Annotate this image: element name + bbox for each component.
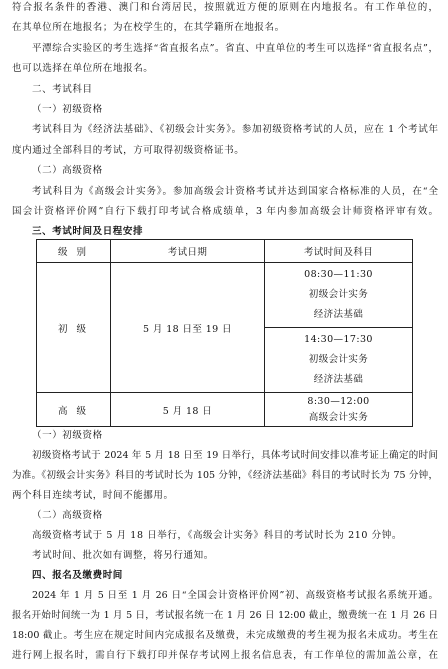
date-cell: 5 月 18 日 [111, 393, 265, 427]
intro-note-line: 平潭综合实验区的考生选择“省直报名点”。省直、中直单位的考生可以选择“省直报名点”， [32, 42, 438, 54]
session-subject: 经济法基础 [313, 374, 364, 385]
header-time-subjects: 考试时间及科目 [265, 240, 413, 263]
subjects-junior-line: 考试科目为《经济法基础》、《初级会计实务》。参加初级资格考试的人员，应在 1 个考试年 [32, 124, 438, 136]
session-cell [265, 393, 413, 427]
upper-text-block [12, 0, 438, 243]
session-time: 08:30—11:30 [304, 269, 373, 280]
table-row [37, 393, 413, 427]
subsection-heading-junior: （一）初级资格 [32, 103, 103, 115]
section-heading-schedule: 三、考试时间及日程安排 [32, 226, 144, 238]
subjects-senior-line: 考试科目为《高级会计实务》。参加高级会计资格考试并达到国家合格标准的人员，在“全 [32, 185, 438, 197]
header-date: 考试日期 [111, 240, 265, 263]
session-subject: 初级会计实务 [308, 289, 369, 300]
session-time: 14:30—17:30 [304, 334, 373, 345]
registration-line: 进行网上报名时，需自行下载打印并保存考试网上报名信息表，有工作单位的需加盖公章，在 [12, 650, 438, 661]
session-cell [265, 328, 413, 393]
header-level: 级 别 [37, 240, 111, 263]
subjects-junior-line: 度内通过全部科目的考试，方可取得初级资格证书。 [12, 144, 245, 156]
date-cell: 5 月 18 日至 19 日 [111, 263, 265, 393]
subjects-senior-line: 国会计资格评价网”自行下载打印考试合格成绩单，3 年内参加高级会计师资格评审有效。 [12, 205, 438, 217]
subsection-heading-senior: （二）高级资格 [32, 165, 103, 177]
schedule-senior-line: 高级资格考试于 5 月 18 日举行，《高级会计实务》科目的考试时长为 210 分钟。 [32, 530, 402, 541]
section-heading-registration: 四、报名及缴费时间 [32, 570, 123, 581]
schedule-junior-line: 为准。《初级会计实务》科目的考试时长为 105 分钟，《经济法基础》科目的考试时长为 75 分钟， [12, 470, 438, 481]
registration-line: 18:00 截止。考生应在规定时间内完成报名及缴费，未完成缴费的考生视为报名未成功。考生在 [12, 630, 438, 641]
session-subject: 经济法基础 [313, 309, 364, 320]
table-row [37, 263, 413, 328]
schedule-junior-line: 初级资格考试于 2024 年 5 月 18 日至 19 日举行，具体考试时间安排以准考证上确定的时间 [32, 450, 438, 461]
level-cell: 初 级 [37, 263, 111, 393]
session-cell [265, 263, 413, 328]
session-time: 8:30—12:00 [307, 395, 370, 407]
lower-text-block [12, 426, 438, 666]
intro-note-line: 也可以选择在单位所在地报名。 [12, 63, 154, 75]
section-heading-subjects: 二、考试科目 [32, 83, 93, 95]
table-header-row [37, 240, 413, 263]
session-subject: 高级会计实务 [308, 411, 369, 423]
schedule-junior-line: 两个科目连续考试，时间不能挪用。 [12, 490, 174, 501]
intro-line: 符合报名条件的香港、澳门和台湾居民，按照就近方便的原则在内地报名。有工作单位的， [12, 2, 438, 13]
schedule-note: 考试时间、批次如有调整，将另行通知。 [32, 550, 214, 561]
intro-line: 在其单位所在地报名；为在校学生的，在其学籍所在地报名。 [12, 22, 285, 34]
level-cell: 高 级 [37, 393, 111, 427]
registration-line: 报名开始时间统一为 1 月 5 日，考试报名统一在 1 月 26 日 12:00 截止，缴费统一在 1 月 26 日 [12, 610, 438, 621]
session-subject: 初级会计实务 [308, 354, 369, 365]
schedule-table [36, 239, 413, 427]
registration-line: 2024 年 1 月 5 日至 1 月 26 日“全国会计资格评价网”初、高级资格考试报名系统开通。 [32, 590, 438, 601]
subsection-heading-junior: （一）初级资格 [32, 430, 103, 441]
subsection-heading-senior: （二）高级资格 [32, 510, 103, 521]
